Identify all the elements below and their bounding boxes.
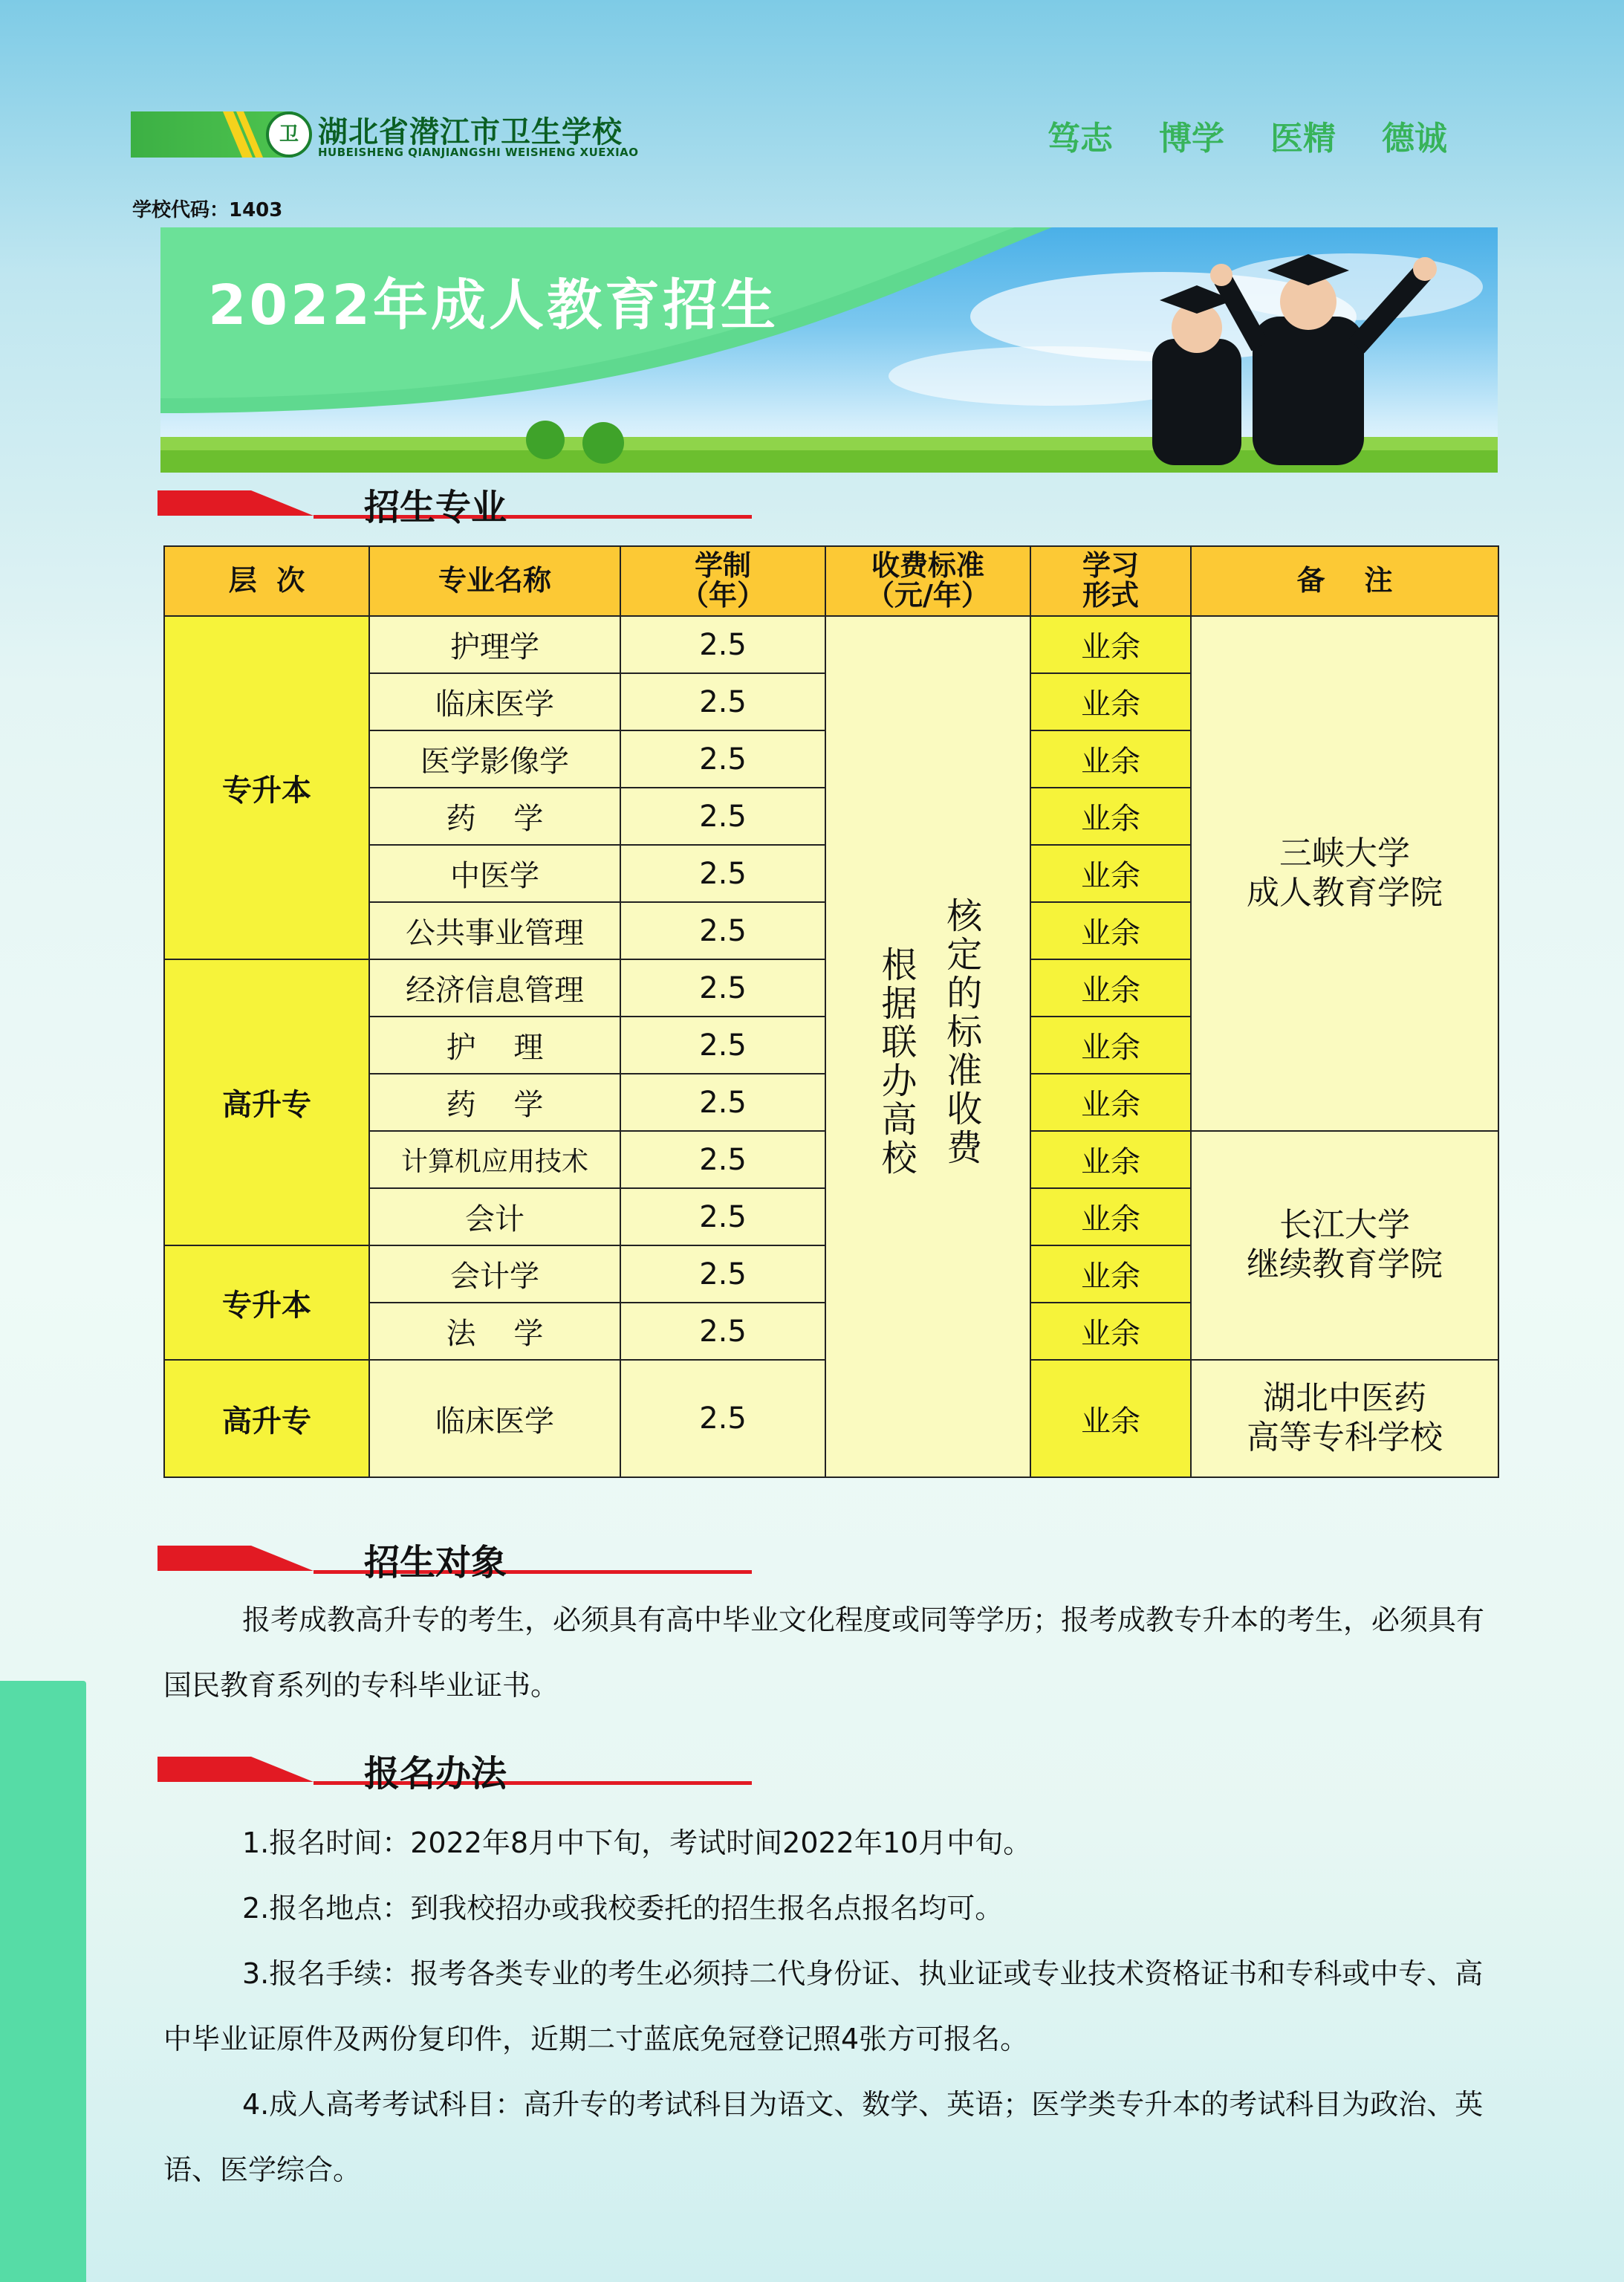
form-cell: 业余 bbox=[1030, 730, 1191, 788]
duration-cell: 2.5 bbox=[620, 1303, 825, 1360]
form-cell: 业余 bbox=[1030, 1188, 1191, 1245]
school-logo: 卫 bbox=[266, 111, 312, 158]
level-cell: 专升本 bbox=[164, 1245, 369, 1360]
duration-cell: 2.5 bbox=[620, 1360, 825, 1477]
duration-cell: 2.5 bbox=[620, 959, 825, 1017]
header-major: 专业名称 bbox=[369, 546, 620, 616]
duration-cell: 2.5 bbox=[620, 730, 825, 788]
major-cell: 护理学 bbox=[369, 616, 620, 673]
major-cell: 会计 bbox=[369, 1188, 620, 1245]
section-title: 招生专业 bbox=[364, 487, 507, 528]
form-cell: 业余 bbox=[1030, 959, 1191, 1017]
header-duration: 学制 （年） bbox=[620, 546, 825, 616]
section-title: 报名办法 bbox=[364, 1753, 507, 1795]
section-marker bbox=[157, 1757, 314, 1782]
header-fee: 收费标准 （元/年） bbox=[825, 546, 1030, 616]
major-cell: 中医学 bbox=[369, 845, 620, 902]
school-motto bbox=[1048, 111, 1493, 159]
motto-item: 德诚 bbox=[1382, 120, 1447, 158]
section-header-targets bbox=[157, 1537, 597, 1584]
motto-item: 博学 bbox=[1159, 120, 1224, 158]
duration-cell: 2.5 bbox=[620, 788, 825, 845]
major-cell: 医学影像学 bbox=[369, 730, 620, 788]
major-cell: 药 学 bbox=[369, 788, 620, 845]
duration-cell: 2.5 bbox=[620, 845, 825, 902]
note-cell: 湖北中医药 高等专科学校 bbox=[1191, 1360, 1498, 1477]
level-cell: 专升本 bbox=[164, 616, 369, 959]
section-marker bbox=[157, 490, 314, 516]
motto-item: 笃志 bbox=[1048, 120, 1113, 158]
header-level: 层 次 bbox=[164, 546, 369, 616]
form-cell: 业余 bbox=[1030, 1131, 1191, 1188]
registration-item: 3.报名手续：报考各类专业的考生必须持二代身份证、执业证或专业技术资格证书和专科或中专、高中毕业证原件及两份复印件，近期二寸蓝底免冠登记照4张方可报名。 bbox=[163, 1957, 1484, 2055]
duration-cell: 2.5 bbox=[620, 1017, 825, 1074]
header-form: 学习 形式 bbox=[1030, 546, 1191, 616]
form-cell: 业余 bbox=[1030, 902, 1191, 959]
form-cell: 业余 bbox=[1030, 1245, 1191, 1303]
level-cell: 高升专 bbox=[164, 959, 369, 1245]
form-cell: 业余 bbox=[1030, 1360, 1191, 1477]
header-stripe-decoration bbox=[223, 111, 267, 158]
fee-text-col1: 核定的标准收费 bbox=[940, 896, 982, 1167]
school-name: 湖北省潜江市卫生学校 bbox=[318, 114, 623, 149]
duration-cell: 2.5 bbox=[620, 1188, 825, 1245]
registration-item: 2.报名地点：到我校招办或我校委托的招生报名点报名均可。 bbox=[242, 1892, 1004, 1925]
duration-cell: 2.5 bbox=[620, 616, 825, 673]
targets-paragraph: 报考成教高升专的考生，必须具有高中毕业文化程度或同等学历；报考成教专升本的考生，必须具有国民教育系列的专科毕业证书。 bbox=[163, 1604, 1485, 1702]
major-cell: 护 理 bbox=[369, 1017, 620, 1074]
section-title: 招生对象 bbox=[364, 1542, 507, 1584]
major-cell: 临床医学 bbox=[369, 1360, 620, 1477]
major-cell: 计算机应用技术 bbox=[369, 1131, 620, 1188]
registration-item: 4.成人高考考试科目：高升专的考试科目为语文、数学、英语；医学类专升本的考试科目为政治、英语、医学综合。 bbox=[163, 2088, 1484, 2186]
note-cell: 长江大学 继续教育学院 bbox=[1191, 1131, 1498, 1360]
form-cell: 业余 bbox=[1030, 845, 1191, 902]
form-cell: 业余 bbox=[1030, 1074, 1191, 1131]
school-code: 学校代码：1403 bbox=[132, 199, 283, 221]
table-row bbox=[164, 616, 1498, 673]
duration-cell: 2.5 bbox=[620, 1245, 825, 1303]
major-cell: 经济信息管理 bbox=[369, 959, 620, 1017]
fee-text-col2: 根据联办高校 bbox=[875, 945, 917, 1178]
header-note: 备 注 bbox=[1191, 546, 1498, 616]
duration-cell: 2.5 bbox=[620, 1131, 825, 1188]
motto-item: 医精 bbox=[1270, 120, 1336, 158]
majors-table bbox=[163, 545, 1499, 1478]
major-cell: 会计学 bbox=[369, 1245, 620, 1303]
major-cell: 临床医学 bbox=[369, 673, 620, 730]
fee-cell bbox=[825, 616, 1030, 1477]
section-header-registration bbox=[157, 1748, 597, 1795]
form-cell: 业余 bbox=[1030, 788, 1191, 845]
duration-cell: 2.5 bbox=[620, 902, 825, 959]
major-cell: 法 学 bbox=[369, 1303, 620, 1360]
level-cell: 高升专 bbox=[164, 1360, 369, 1477]
form-cell: 业余 bbox=[1030, 1303, 1191, 1360]
duration-cell: 2.5 bbox=[620, 1074, 825, 1131]
form-cell: 业余 bbox=[1030, 616, 1191, 673]
left-decoration-tab bbox=[0, 1681, 86, 2282]
note-cell: 三峡大学 成人教育学院 bbox=[1191, 616, 1498, 1131]
registration-item: 1.报名时间：2022年8月中下旬，考试时间2022年10月中旬。 bbox=[242, 1826, 1032, 1859]
school-pinyin: HUBEISHENG QIANJIANGSHI WEISHENG XUEXIAO bbox=[318, 146, 639, 159]
section-header-majors bbox=[157, 482, 597, 528]
section-marker bbox=[157, 1546, 314, 1571]
form-cell: 业余 bbox=[1030, 673, 1191, 730]
form-cell: 业余 bbox=[1030, 1017, 1191, 1074]
banner-title: 2022年成人教育招生 bbox=[208, 273, 779, 337]
major-cell: 公共事业管理 bbox=[369, 902, 620, 959]
major-cell: 药 学 bbox=[369, 1074, 620, 1131]
duration-cell: 2.5 bbox=[620, 673, 825, 730]
table-header-row bbox=[164, 546, 1498, 616]
